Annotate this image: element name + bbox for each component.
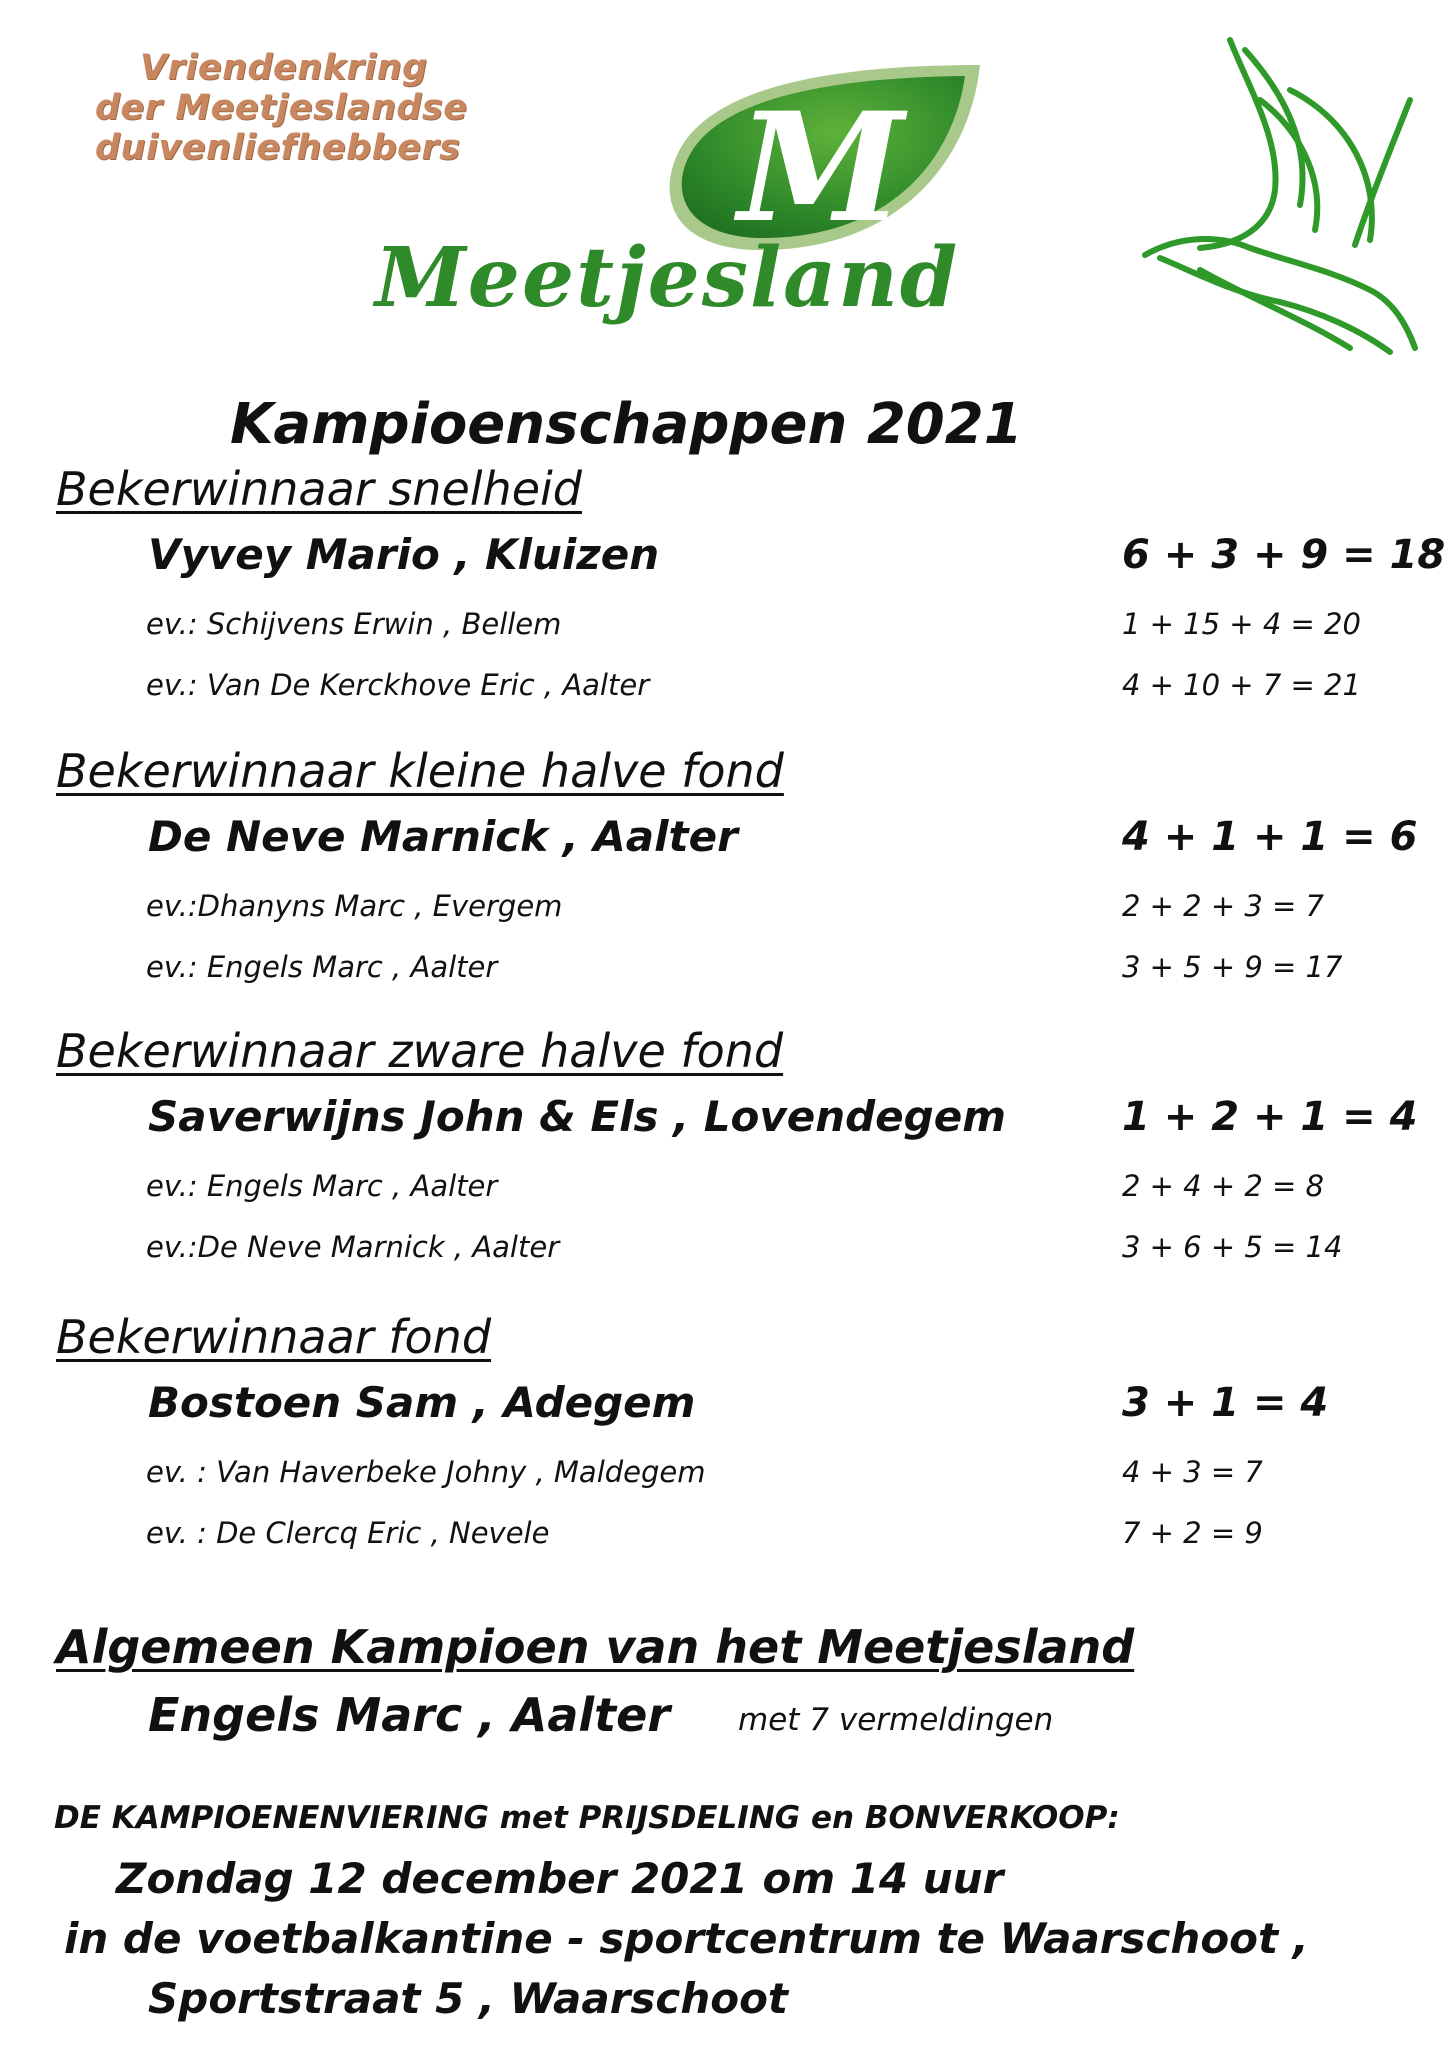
runner-up-name: ev. : Van Haverbeke Johny , Maldegem	[146, 1455, 706, 1489]
runner-up-score: 2 + 4 + 2 = 8	[1122, 1169, 1325, 1203]
runner-up-name: ev.: Van De Kerckhove Eric , Aalter	[146, 668, 650, 702]
winner-score: 4 + 1 + 1 = 6	[1122, 814, 1418, 860]
runner-up-name: ev.:Dhanyns Marc , Evergem	[146, 889, 563, 923]
overall-champion-note: met 7 vermeldingen	[738, 1702, 1054, 1738]
winner-score: 3 + 1 = 4	[1122, 1380, 1329, 1426]
section-heading-snelheid: Bekerwinnaar snelheid	[56, 462, 582, 516]
winner-score: 6 + 3 + 9 = 18	[1122, 532, 1446, 578]
club-name-line-2: der Meetjeslandse	[95, 88, 468, 128]
event-venue: in de voetbalkantine - sportcentrum te Waarschoot ,	[64, 1914, 1309, 1963]
runner-up-score: 7 + 2 = 9	[1122, 1516, 1263, 1550]
event-date: Zondag 12 december 2021 om 14 uur	[116, 1854, 1004, 1903]
section-heading-fond: Bekerwinnaar fond	[56, 1310, 492, 1364]
runner-up-score: 2 + 2 + 3 = 7	[1122, 889, 1325, 923]
runner-up-name: ev.: Schijvens Erwin , Bellem	[146, 607, 562, 641]
runner-up-score: 4 + 3 = 7	[1122, 1455, 1263, 1489]
wordmark: Meetjesland	[375, 230, 960, 326]
dove-icon	[1140, 30, 1420, 360]
event-address: Sportstraat 5 , Waarschoot	[148, 1974, 789, 2023]
section-heading-zware-halve-fond: Bekerwinnaar zware halve fond	[56, 1024, 784, 1078]
winner-score: 1 + 2 + 1 = 4	[1122, 1094, 1418, 1140]
runner-up-score: 3 + 5 + 9 = 17	[1122, 950, 1343, 984]
runner-up-score: 1 + 15 + 4 = 20	[1122, 607, 1361, 641]
club-name-line-1: Vriendenkring	[140, 48, 428, 88]
section-heading-kleine-halve-fond: Bekerwinnaar kleine halve fond	[56, 744, 784, 798]
winner-name: Saverwijns John & Els , Lovendegem	[148, 1092, 1006, 1141]
logo-letter: M	[738, 80, 905, 256]
runner-up-name: ev. : De Clercq Eric , Nevele	[146, 1516, 550, 1550]
overall-champion-heading: Algemeen Kampioen van het Meetjesland	[56, 1620, 1135, 1674]
overall-champion-name: Engels Marc , Aalter	[148, 1688, 671, 1742]
winner-name: Vyvey Mario , Kluizen	[148, 530, 660, 579]
runner-up-name: ev.:De Neve Marnick , Aalter	[146, 1230, 560, 1264]
page-title: Kampioenschappen 2021	[230, 392, 1023, 457]
event-label: DE KAMPIOENENVIERING met PRIJSDELING en BONVERKOOP:	[54, 1800, 1120, 1836]
winner-name: Bostoen Sam , Adegem	[148, 1378, 696, 1427]
winner-name: De Neve Marnick , Aalter	[148, 812, 738, 861]
runner-up-score: 3 + 6 + 5 = 14	[1122, 1230, 1343, 1264]
runner-up-name: ev.: Engels Marc , Aalter	[146, 1169, 498, 1203]
club-name-line-3: duivenliefhebbers	[95, 128, 461, 168]
runner-up-name: ev.: Engels Marc , Aalter	[146, 950, 498, 984]
runner-up-score: 4 + 10 + 7 = 21	[1122, 668, 1361, 702]
